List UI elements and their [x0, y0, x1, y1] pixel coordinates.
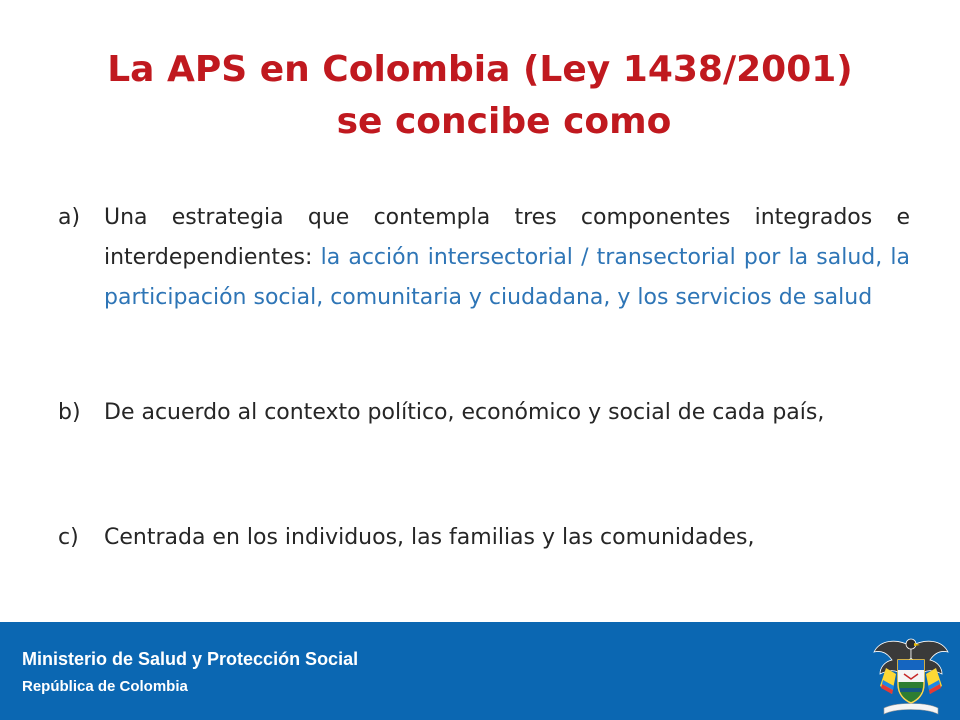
- item-text-highlight: la acción intersectorial / transectorial por la salud, la participación social, comunitaria y ciudadana, y los servicios de salud: [104, 245, 910, 310]
- title-line-2: se concibe como: [336, 101, 672, 142]
- list-marker: c): [58, 525, 79, 550]
- list-item-b: [58, 393, 910, 433]
- list-marker: a): [58, 205, 81, 230]
- slide-title: [0, 44, 960, 148]
- ministry-name: Ministerio de Salud y Protección Social: [22, 649, 359, 669]
- list-item-a: [58, 198, 910, 318]
- list-item-text: Centrada en los individuos, las familias y las comunidades,: [104, 525, 755, 550]
- list-item-c: [58, 518, 910, 558]
- country-name: República de Colombia: [22, 678, 188, 695]
- list-marker: b): [58, 400, 81, 425]
- list-item-text: De acuerdo al contexto político, económico y social de cada país,: [104, 400, 825, 425]
- title-line-1: La APS en Colombia (Ley 1438/2001): [107, 49, 853, 90]
- item-text-plain: Una estrategia que contempla tres componentes integrados e interdependientes:: [104, 205, 910, 270]
- coat-of-arms-icon: [866, 628, 956, 718]
- list-item-text: [104, 198, 910, 318]
- footer-bar: [0, 622, 960, 720]
